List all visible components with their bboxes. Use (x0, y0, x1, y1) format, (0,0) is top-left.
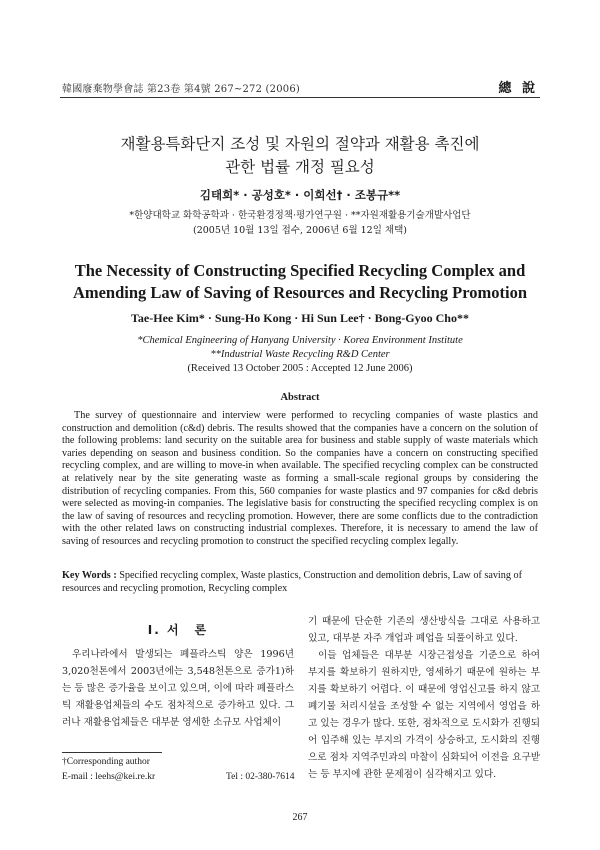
header-rule (60, 97, 540, 98)
english-title-line2: Amending Law of Saving of Resources and Recycling Promotion (72, 283, 528, 302)
author-tel: Tel : 02-380-7614 (226, 772, 295, 782)
korean-authors: 김태희* · 공성호* · 이희선† · 조봉규** (199, 188, 401, 202)
korean-dates: (2005년 10월 13일 접수, 2006년 6월 12일 채택) (192, 225, 407, 236)
body-left-column: 우리나라에서 발생되는 폐플라스틱 양은 1996년 3,020천톤에서 2003년에는 3,548천톤으로 증가1)하는 등 많은 증가율을 보이고 있으며, 이에 따라 폐플라스틱 재활용업체들의 수도 점차적으로 증가하고 있다. 그러나 재활용업체들은 대부분 영세한 소규모 사업체이 (62, 649, 294, 728)
english-affiliation-line2: **Industrial Waste Recycling R&D Center (210, 349, 390, 360)
english-affiliation (60, 334, 540, 362)
korean-affiliation-text: *한양대학교 화학공학과 · 한국환경정책·평가연구원 · **자원재활용기술개발사업단 (129, 210, 471, 221)
received-dates: (Received 13 October 2005 : Accepted 12 June 2006) (187, 363, 413, 374)
keywords (62, 570, 538, 595)
body-right-paragraph-1: 기 때문에 단순한 기존의 생산방식을 그대로 사용하고 있고, 대부분 자주 개업과 폐업을 되풀이하고 있다. (308, 616, 540, 644)
journal-citation: 韓國廢棄物學會誌 第23卷 第4號 267~272 (2006) (62, 84, 301, 95)
body-right-column (308, 613, 540, 783)
keywords-text: Specified recycling complex, Waste plastics, Construction and demolition debris, Law of saving of resources and recycling promotion, Recycling complex (62, 570, 522, 594)
english-authors: Tae-Hee Kim* · Sung-Ho Kong · Hi Sun Lee† · Bong-Gyoo Cho** (131, 311, 469, 325)
korean-title-line2: 관한 법률 개정 필요성 (225, 158, 375, 176)
body-right-paragraph-2: 이들 업체들은 대부분 시장근접성을 기준으로 하여 부지를 확보하기 원하지만, 영세하기 때문에 원하는 부지를 확보하기 어렵다. 이 때문에 영업신고를 하지 않고 폐기물 처리시설을 조성할 수 없는 지역에서 영업을 하고 있는 경우가 많다. 또한, 점차적으로 도시화가 진행되어 입주해 있는 부지의 가격이 상승하고, 도시화의 진행으로 점차 지역주민과의 마찰이 심화되어 이전을 요구받는 등 부지에 관한 문제점이 심각해지고 있다. (308, 650, 540, 780)
keywords-label: Key Words : (62, 570, 117, 581)
abstract-heading: Abstract (280, 392, 320, 403)
english-affiliation-line1: *Chemical Engineering of Hanyang University · Korea Environment Institute (137, 335, 463, 346)
korean-title-line1: 재활용특화단지 조성 및 자원의 절약과 재활용 촉진에 (120, 135, 480, 153)
footnote-rule (62, 752, 162, 753)
author-email: E-mail : leehs@kei.re.kr (62, 772, 156, 782)
english-title (60, 260, 540, 304)
section-label: 總 說 (498, 81, 538, 96)
page-number: 267 (292, 812, 308, 823)
corresponding-author: †Corresponding author (62, 757, 150, 767)
section-heading: I. 서 론 (147, 623, 209, 637)
abstract-text: The survey of questionnaire and interview were performed to recycling companies of waste plastics and construction and demolition (c&d) debris. The results showed that the companies have a concern on the solution of the following problems: land security on the suitable area for business and stable supply of waste materials which varies depending on season and business condition. So the companies have a concern on constructing specified recycling complex, and are willing to move-in when available. The specified recycling complex can be constructed at relatively near by the site generating waste as forming a small-scale regional groups by considering the distribution of recycling companies. From this, 560 companies for waste plastics and 97 companies for c&d debris were selected as moving-in companies. The legislative basis for constructing the specified recycling complex is on the law of saving of resources and recycling promotion. However, there are some conflicts due to the contradiction with the other related laws on constructing industrial complexes. Therefore, it is necessary to amend the law of saving of resources and recycling promotion to construct the specified recycling complex legally. (62, 410, 538, 547)
english-title-line1: The Necessity of Constructing Specified Recycling Complex and (74, 261, 526, 280)
korean-affiliation (60, 208, 540, 238)
korean-title (60, 133, 540, 179)
